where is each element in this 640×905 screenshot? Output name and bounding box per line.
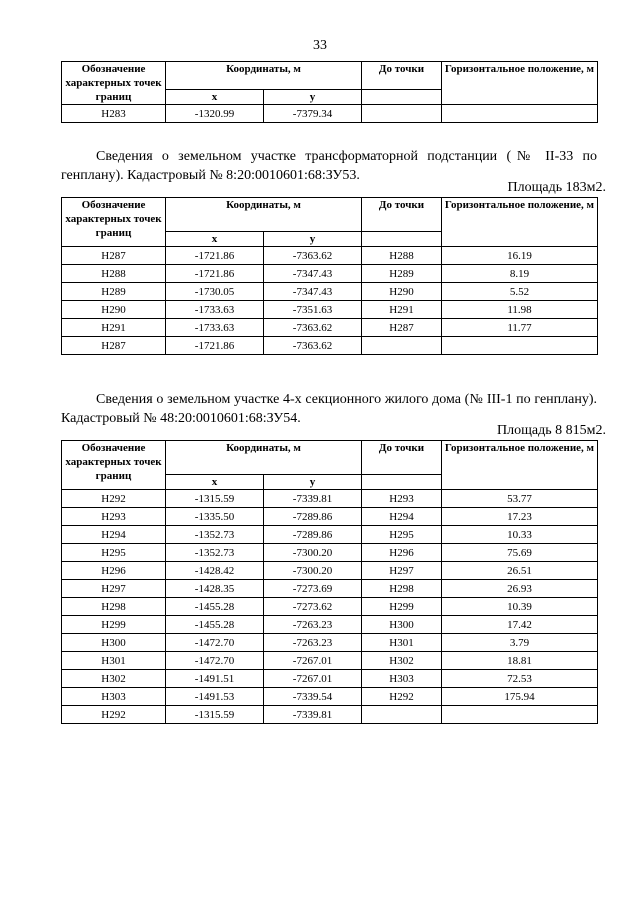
point-id: Н288 (62, 265, 166, 283)
coord-x: -1730.05 (166, 283, 264, 301)
horizontal-distance: 5.52 (442, 283, 598, 301)
to-point: Н287 (362, 319, 442, 337)
page-number: 33 (313, 38, 327, 53)
to-point: Н303 (362, 670, 442, 688)
to-point: Н298 (362, 580, 442, 598)
header-empty (362, 232, 442, 247)
table-row (62, 598, 598, 616)
horizontal-distance: 3.79 (442, 634, 598, 652)
coord-y: -7363.62 (264, 247, 362, 265)
coord-y: -7289.86 (264, 526, 362, 544)
point-id: Н299 (62, 616, 166, 634)
header-coordinates: Координаты, м (166, 62, 362, 90)
table-row (62, 526, 598, 544)
coord-y: -7347.43 (264, 283, 362, 301)
header-y: y (264, 90, 362, 105)
coord-y: -7347.43 (264, 265, 362, 283)
coord-y: -7339.81 (264, 490, 362, 508)
table-row (62, 337, 598, 355)
point-id: Н300 (62, 634, 166, 652)
horizontal-distance (442, 706, 598, 724)
coord-y: -7289.86 (264, 508, 362, 526)
point-id: Н289 (62, 283, 166, 301)
horizontal-distance (442, 337, 598, 355)
table-row (62, 283, 598, 301)
header-horizontal: Горизонтальное положение, м (442, 198, 598, 247)
coord-y: -7351.63 (264, 301, 362, 319)
to-point: Н288 (362, 247, 442, 265)
header-x: x (166, 475, 264, 490)
section-2-text: Сведения о земельном участке трансформаторной подстанции (№ II-33 по генплану). Кадастровый № 8:20:0010601:68:ЗУ53. (61, 149, 597, 183)
table-row (62, 490, 598, 508)
coord-y: -7300.20 (264, 544, 362, 562)
to-point (362, 105, 442, 123)
coord-y: -7267.01 (264, 670, 362, 688)
header-coordinates: Координаты, м (166, 198, 362, 232)
header-horizontal: Горизонтальное положение, м (442, 441, 598, 490)
horizontal-distance: 11.98 (442, 301, 598, 319)
coord-x: -1455.28 (166, 616, 264, 634)
point-id: Н292 (62, 490, 166, 508)
table-row (62, 670, 598, 688)
point-id: Н287 (62, 337, 166, 355)
header-to-point: До точки (362, 441, 442, 475)
header-to-point: До точки (362, 198, 442, 232)
table-row (62, 616, 598, 634)
horizontal-distance: 175.94 (442, 688, 598, 706)
point-id: Н293 (62, 508, 166, 526)
coordinates-table-1 (61, 61, 598, 123)
to-point: Н302 (362, 652, 442, 670)
coord-x: -1335.50 (166, 508, 264, 526)
coordinates-table-3 (61, 440, 598, 724)
header-empty (362, 475, 442, 490)
table-row (62, 265, 598, 283)
coord-x: -1352.73 (166, 526, 264, 544)
header-coordinates: Координаты, м (166, 441, 362, 475)
coord-y: -7363.62 (264, 337, 362, 355)
header-y: y (264, 475, 362, 490)
header-y: y (264, 232, 362, 247)
coord-x: -1428.35 (166, 580, 264, 598)
horizontal-distance: 10.33 (442, 526, 598, 544)
table-row (62, 319, 598, 337)
to-point: Н292 (362, 688, 442, 706)
section-3-area: Площадь 8 815м2. (497, 423, 606, 438)
point-id: Н298 (62, 598, 166, 616)
coord-y: -7379.34 (264, 105, 362, 123)
horizontal-distance: 8.19 (442, 265, 598, 283)
point-id: Н295 (62, 544, 166, 562)
table-row (62, 562, 598, 580)
horizontal-distance: 18.81 (442, 652, 598, 670)
to-point (362, 706, 442, 724)
coord-x: -1721.86 (166, 265, 264, 283)
horizontal-distance: 16.19 (442, 247, 598, 265)
to-point: Н295 (362, 526, 442, 544)
table-row (62, 652, 598, 670)
header-designation: Обозначение характерных точек границ (62, 198, 166, 247)
to-point: Н301 (362, 634, 442, 652)
header-x: x (166, 232, 264, 247)
to-point: Н297 (362, 562, 442, 580)
coord-x: -1472.70 (166, 634, 264, 652)
coord-y: -7339.81 (264, 706, 362, 724)
table-row (62, 105, 598, 123)
horizontal-distance: 26.51 (442, 562, 598, 580)
coord-x: -1733.63 (166, 301, 264, 319)
to-point (362, 337, 442, 355)
horizontal-distance: 72.53 (442, 670, 598, 688)
section-2-area: Площадь 183м2. (507, 180, 606, 195)
coord-x: -1352.73 (166, 544, 264, 562)
coord-y: -7263.23 (264, 634, 362, 652)
horizontal-distance: 17.42 (442, 616, 598, 634)
table-row (62, 580, 598, 598)
coord-y: -7273.69 (264, 580, 362, 598)
to-point: Н289 (362, 265, 442, 283)
table-row (62, 688, 598, 706)
point-id: Н303 (62, 688, 166, 706)
point-id: Н301 (62, 652, 166, 670)
point-id: Н297 (62, 580, 166, 598)
horizontal-distance: 75.69 (442, 544, 598, 562)
coord-x: -1491.51 (166, 670, 264, 688)
coord-x: -1315.59 (166, 706, 264, 724)
to-point: Н296 (362, 544, 442, 562)
coord-y: -7339.54 (264, 688, 362, 706)
point-id: Н287 (62, 247, 166, 265)
to-point: Н290 (362, 283, 442, 301)
to-point: Н300 (362, 616, 442, 634)
point-id: Н292 (62, 706, 166, 724)
coord-y: -7273.62 (264, 598, 362, 616)
header-empty (362, 90, 442, 105)
horizontal-distance: 11.77 (442, 319, 598, 337)
coord-x: -1491.53 (166, 688, 264, 706)
coord-x: -1315.59 (166, 490, 264, 508)
table-row (62, 301, 598, 319)
point-id: Н283 (62, 105, 166, 123)
point-id: Н294 (62, 526, 166, 544)
header-designation: Обозначение характерных точек границ (62, 441, 166, 490)
to-point: Н299 (362, 598, 442, 616)
coord-y: -7263.23 (264, 616, 362, 634)
coord-x: -1721.86 (166, 337, 264, 355)
header-x: x (166, 90, 264, 105)
header-to-point: До точки (362, 62, 442, 90)
coord-y: -7363.62 (264, 319, 362, 337)
point-id: Н291 (62, 319, 166, 337)
table-row (62, 634, 598, 652)
coord-x: -1320.99 (166, 105, 264, 123)
point-id: Н296 (62, 562, 166, 580)
horizontal-distance: 10.39 (442, 598, 598, 616)
to-point: Н291 (362, 301, 442, 319)
horizontal-distance: 53.77 (442, 490, 598, 508)
coord-y: -7267.01 (264, 652, 362, 670)
header-horizontal: Горизонтальное положение, м (442, 62, 598, 105)
coordinates-table-2 (61, 197, 598, 355)
horizontal-distance: 17.23 (442, 508, 598, 526)
table-row (62, 508, 598, 526)
table-row (62, 247, 598, 265)
coord-x: -1455.28 (166, 598, 264, 616)
coord-x: -1428.42 (166, 562, 264, 580)
section-3-text: Сведения о земельном участке 4-х секционного жилого дома (№ III-1 по генплану). Кадастровый № 48:20:0010601:68:ЗУ54. (61, 392, 597, 426)
coord-x: -1733.63 (166, 319, 264, 337)
table-row (62, 544, 598, 562)
coord-x: -1721.86 (166, 247, 264, 265)
point-id: Н302 (62, 670, 166, 688)
point-id: Н290 (62, 301, 166, 319)
table-row (62, 706, 598, 724)
to-point: Н294 (362, 508, 442, 526)
horizontal-distance: 26.93 (442, 580, 598, 598)
horizontal-distance (442, 105, 598, 123)
coord-x: -1472.70 (166, 652, 264, 670)
header-designation: Обозначение характерных точек границ (62, 62, 166, 105)
to-point: Н293 (362, 490, 442, 508)
coord-y: -7300.20 (264, 562, 362, 580)
